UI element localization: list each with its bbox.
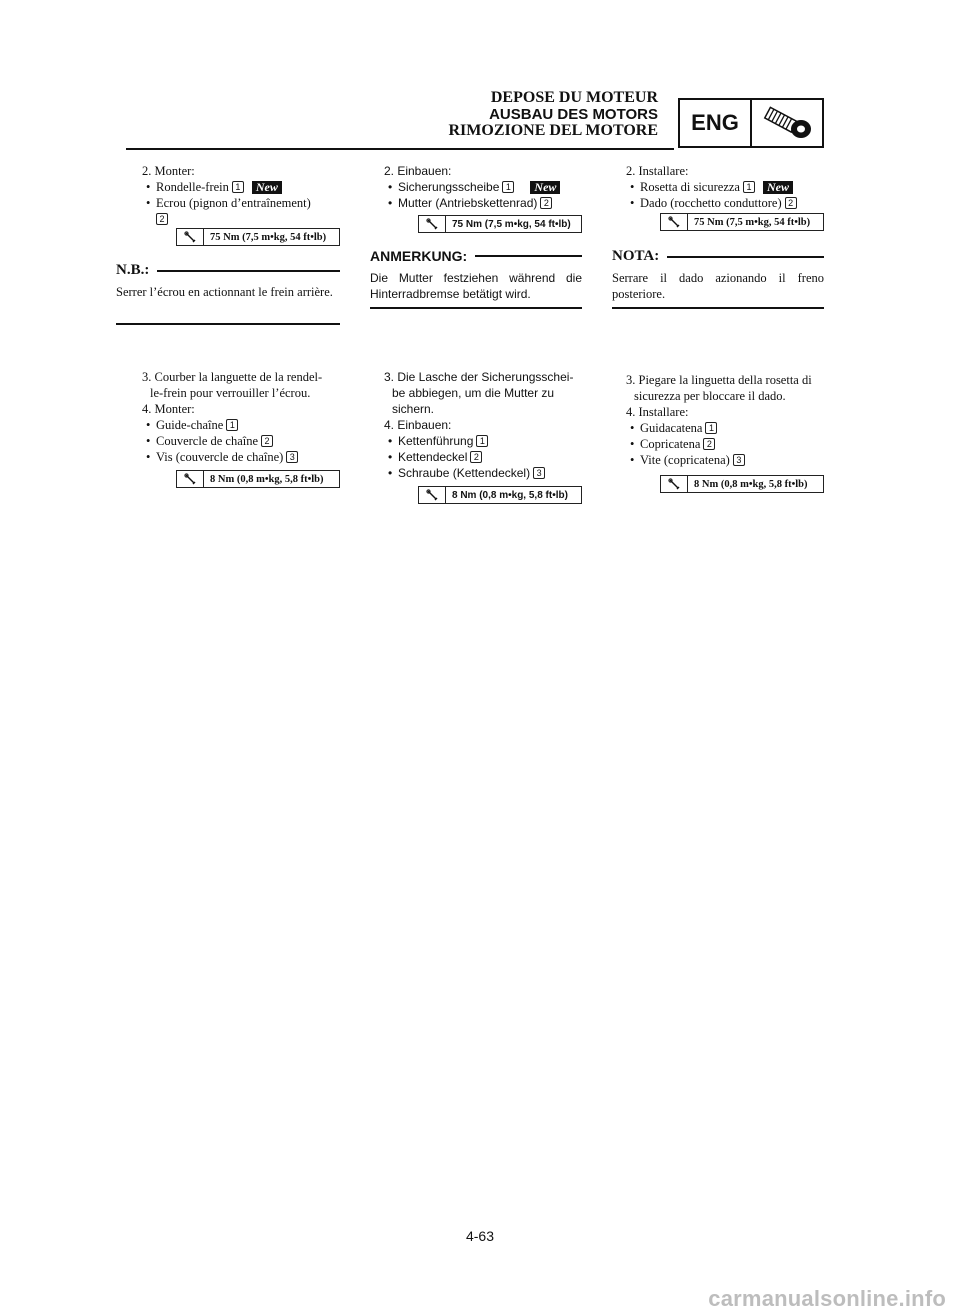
torque-spec-it-1 bbox=[660, 213, 824, 231]
note-title: ANMERKUNG: bbox=[370, 248, 468, 264]
fr-step-3: 3. Courber la languette de la rendel- bbox=[142, 370, 323, 384]
torque-spec-it-2 bbox=[660, 475, 824, 493]
callout-3: 3 bbox=[533, 467, 545, 479]
note-rule bbox=[667, 256, 824, 258]
de-item-2: • Mutter (Antriebskettenrad) 2 bbox=[370, 195, 585, 211]
column-it bbox=[612, 163, 827, 211]
callout-1: 1 bbox=[743, 181, 755, 193]
note-fr-body bbox=[116, 284, 340, 300]
new-badge: New bbox=[252, 181, 282, 194]
note-title: N.B.: bbox=[116, 262, 150, 278]
torque-wrench-icon bbox=[661, 214, 688, 230]
section-label: ENG bbox=[680, 100, 752, 146]
new-badge: New bbox=[763, 181, 793, 194]
note-de-end-rule bbox=[370, 307, 582, 309]
fr-item-4: • Couvercle de chaîne 2 bbox=[128, 433, 343, 449]
torque-value: 8 Nm (0,8 m•kg, 5,8 ft•lb) bbox=[210, 473, 324, 485]
watermark: carmanualsonline.info bbox=[708, 1286, 946, 1311]
note-it-header bbox=[612, 248, 824, 265]
it-step-2: 2. Installare: bbox=[626, 164, 689, 178]
header-titles bbox=[448, 90, 658, 139]
header-rule bbox=[126, 148, 674, 150]
callout-2: 2 bbox=[703, 438, 715, 450]
fr-step-4: 4. Monter: bbox=[142, 402, 195, 416]
note-rule bbox=[157, 270, 340, 272]
torque-spec-de-1 bbox=[418, 215, 582, 233]
it-step-4: 4. Installare: bbox=[626, 405, 689, 419]
de-item-3: • Kettenführung 1 bbox=[370, 433, 585, 449]
fr-item-2: • Ecrou (pignon d’entraînement) 2 bbox=[128, 195, 343, 227]
callout-3: 3 bbox=[286, 451, 298, 463]
callout-2: 2 bbox=[261, 435, 273, 447]
torque-wrench-icon bbox=[177, 471, 204, 487]
de-step-3-cont2: sichern. bbox=[392, 402, 435, 416]
torque-wrench-icon bbox=[419, 216, 446, 232]
callout-2: 2 bbox=[470, 451, 482, 463]
fr-item-3: • Guide-chaîne 1 bbox=[128, 417, 343, 433]
de-step-4: 4. Einbauen: bbox=[384, 418, 452, 432]
torque-wrench-icon bbox=[177, 229, 204, 245]
note-it-end-rule bbox=[612, 307, 824, 309]
note-title: NOTA: bbox=[612, 248, 660, 264]
column-fr-lower bbox=[128, 369, 343, 465]
note-fr-header bbox=[116, 262, 340, 279]
note-rule bbox=[475, 255, 582, 257]
torque-wrench-icon bbox=[419, 487, 446, 503]
callout-3: 3 bbox=[733, 454, 745, 466]
callout-1: 1 bbox=[502, 181, 514, 193]
title-it: RIMOZIONE DEL MOTORE bbox=[448, 122, 658, 139]
it-step-3-cont: sicurezza per bloccare il dado. bbox=[634, 389, 786, 403]
column-it-lower bbox=[612, 372, 827, 468]
callout-1: 1 bbox=[476, 435, 488, 447]
column-fr bbox=[128, 163, 343, 227]
section-tab bbox=[678, 98, 824, 148]
column-de bbox=[370, 163, 585, 211]
torque-spec-de-2 bbox=[418, 486, 582, 504]
engine-icon bbox=[752, 100, 822, 146]
title-de: AUSBAU DES MOTORS bbox=[489, 106, 658, 123]
torque-value: 8 Nm (0,8 m•kg, 5,8 ft•lb) bbox=[694, 478, 808, 490]
torque-spec-fr-1 bbox=[176, 228, 340, 246]
note-it-body bbox=[612, 270, 824, 302]
note-de-header bbox=[370, 248, 582, 264]
it-step-3: 3. Piegare la linguetta della rosetta di bbox=[626, 373, 812, 387]
page-number: 4-63 bbox=[465, 1228, 495, 1244]
note-text: Die Mutter festziehen während die Hinterradbremse betätigt wird. bbox=[370, 271, 582, 301]
callout-1: 1 bbox=[232, 181, 244, 193]
new-badge: New bbox=[530, 181, 560, 194]
de-item-4: • Kettendeckel 2 bbox=[370, 449, 585, 465]
it-item-4: • Copricatena 2 bbox=[612, 436, 827, 452]
callout-2: 2 bbox=[785, 197, 797, 209]
it-item-5: • Vite (copricatena) 3 bbox=[612, 452, 827, 468]
de-step-3: 3. Die Lasche der Sicherungsschei- bbox=[384, 370, 574, 384]
note-text: Serrer l’écrou en actionnant le frein arrière. bbox=[116, 285, 333, 299]
callout-2: 2 bbox=[156, 213, 168, 225]
column-de-lower bbox=[370, 369, 585, 481]
callout-1: 1 bbox=[705, 422, 717, 434]
it-item-1: • Rosetta di sicurezza 1 New bbox=[612, 179, 827, 195]
it-item-3: • Guidacatena 1 bbox=[612, 420, 827, 436]
torque-value: 75 Nm (7,5 m•kg, 54 ft•lb) bbox=[452, 218, 571, 230]
fr-item-5: • Vis (couvercle de chaîne) 3 bbox=[128, 449, 343, 465]
title-fr: DEPOSE DU MOTEUR bbox=[490, 89, 658, 106]
torque-value: 75 Nm (7,5 m•kg, 54 ft•lb) bbox=[694, 216, 811, 228]
fr-item-1: • Rondelle-frein 1 New bbox=[128, 179, 343, 195]
fr-step-3-cont: le-frein pour verrouiller l’écrou. bbox=[150, 386, 311, 400]
note-text: Serrare il dado azionando il freno posteriore. bbox=[612, 271, 824, 301]
de-step-2: 2. Einbauen: bbox=[384, 164, 452, 178]
de-step-3-cont: be abbiegen, um die Mutter zu bbox=[392, 386, 555, 400]
note-fr-end-rule bbox=[116, 323, 340, 325]
torque-wrench-icon bbox=[661, 476, 688, 492]
torque-value: 75 Nm (7,5 m•kg, 54 ft•lb) bbox=[210, 231, 327, 243]
torque-value: 8 Nm (0,8 m•kg, 5,8 ft•lb) bbox=[452, 489, 568, 501]
fr-step-2: 2. Monter: bbox=[142, 164, 195, 178]
it-item-2: • Dado (rocchetto conduttore) 2 bbox=[612, 195, 827, 211]
callout-1: 1 bbox=[226, 419, 238, 431]
torque-spec-fr-2 bbox=[176, 470, 340, 488]
callout-2: 2 bbox=[540, 197, 552, 209]
de-item-5: • Schraube (Kettendeckel) 3 bbox=[370, 465, 585, 481]
note-de-body bbox=[370, 270, 582, 302]
de-item-1: • Sicherungsscheibe 1 New bbox=[370, 179, 585, 195]
